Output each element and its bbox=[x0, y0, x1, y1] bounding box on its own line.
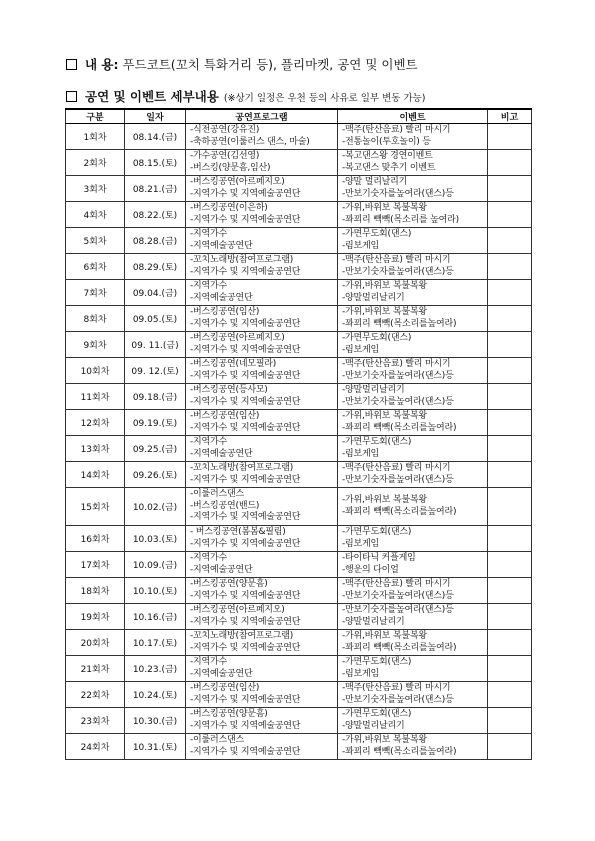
program-item: -버스킹공연(네모필라) bbox=[190, 359, 277, 369]
event-cell bbox=[338, 176, 488, 202]
program-item: -꼬치노래방(참여프로그램) bbox=[190, 463, 294, 473]
event-item: -꽈꾀리 빽빽(목소리를높여라) bbox=[342, 318, 457, 329]
content-text: 푸드코트(꼬치 특화거리 등), 플리마켓, 공연 및 이벤트 bbox=[122, 57, 418, 72]
program-item: -지역가수 및 지역예술공연단 bbox=[190, 370, 301, 381]
program-cell bbox=[186, 656, 338, 682]
round-cell: 1회차 bbox=[66, 124, 125, 150]
remarks-cell bbox=[488, 176, 532, 202]
program-cell bbox=[186, 734, 338, 760]
event-item: -림보게임 bbox=[342, 448, 380, 459]
date-cell: 08.22.(토) bbox=[125, 202, 186, 228]
program-cell bbox=[186, 604, 338, 630]
header-program: 공연프로그램 bbox=[186, 109, 338, 124]
event-item: -복고댄스왕 경연이벤트 bbox=[342, 151, 433, 161]
program-item: -지역가수 및 지역예술공연단 bbox=[190, 694, 301, 705]
event-item: -양말멀리날리기 bbox=[342, 616, 405, 627]
remarks-cell bbox=[488, 150, 532, 176]
program-item: -지역가수 및 지역예술공연단 bbox=[190, 590, 301, 601]
program-item: -지역가수 bbox=[190, 437, 228, 447]
section-title: 공연 및 이벤트 세부내용 bbox=[85, 89, 219, 104]
round-cell: 10회차 bbox=[66, 358, 125, 384]
table-row bbox=[66, 384, 532, 410]
table-header-row bbox=[66, 109, 532, 124]
program-item: -버스킹공연(양문흠) bbox=[190, 709, 268, 719]
date-cell: 10.30.(금) bbox=[125, 708, 186, 734]
table-row bbox=[66, 228, 532, 254]
section-heading bbox=[66, 87, 426, 105]
round-cell: 6회차 bbox=[66, 254, 125, 280]
table-row bbox=[66, 410, 532, 436]
header-date: 일자 bbox=[125, 109, 186, 124]
round-cell: 9회차 bbox=[66, 332, 125, 358]
event-item: -만보기숫자를높여라(댄스)등 bbox=[342, 694, 454, 705]
event-item: -꽈꾀리 빽빽(목소리를높여라) bbox=[342, 506, 457, 517]
event-item: -맥주(탄산음료) 빨리 마시기 bbox=[342, 255, 451, 265]
event-item: -림보게임 bbox=[342, 240, 380, 251]
remarks-cell bbox=[488, 604, 532, 630]
program-item: -지역가수 및 지역예술공연단 bbox=[190, 318, 301, 329]
event-item: -만보기숫자를높여라(댄스)등 bbox=[342, 266, 454, 277]
date-cell: 10.03.(토) bbox=[125, 526, 186, 552]
program-cell bbox=[186, 358, 338, 384]
program-cell bbox=[186, 384, 338, 410]
event-cell bbox=[338, 682, 488, 708]
event-item: -가면무도회(댄스) bbox=[342, 527, 412, 537]
event-cell bbox=[338, 656, 488, 682]
round-cell: 20회차 bbox=[66, 630, 125, 656]
event-item: -가면무도회(댄스) bbox=[342, 437, 412, 447]
table-row bbox=[66, 656, 532, 682]
round-cell: 5회차 bbox=[66, 228, 125, 254]
event-item: -복고댄스 맞추기 이벤트 bbox=[342, 162, 436, 173]
program-item: -지역예술공연단 bbox=[190, 668, 253, 679]
event-item: -맥주(탄산음료) 빨리 마시기 bbox=[342, 579, 451, 589]
program-item: -버스킹공연(아르페지오) bbox=[190, 177, 285, 187]
event-cell bbox=[338, 384, 488, 410]
event-item: -가위,바위보 복불복왕 bbox=[342, 495, 427, 505]
event-item: -가위,바위보 복불복왕 bbox=[342, 281, 427, 291]
date-cell: 10.02.(금) bbox=[125, 488, 186, 526]
remarks-cell bbox=[488, 384, 532, 410]
date-cell: 10.31.(토) bbox=[125, 734, 186, 760]
program-item: -식전공연(강유진) bbox=[190, 125, 260, 135]
table-row bbox=[66, 488, 532, 526]
table-row bbox=[66, 124, 532, 150]
program-cell bbox=[186, 332, 338, 358]
date-cell: 09.25.(금) bbox=[125, 436, 186, 462]
event-item: -맥주(탄산음료) 빨리 마시기 bbox=[342, 683, 451, 693]
event-item: -양말멀리날리기 bbox=[342, 385, 405, 395]
event-cell bbox=[338, 630, 488, 656]
event-item: -가위,바위보 복불복왕 bbox=[342, 631, 427, 641]
date-cell: 10.17.(토) bbox=[125, 630, 186, 656]
event-cell bbox=[338, 462, 488, 488]
date-cell: 08.21.(금) bbox=[125, 176, 186, 202]
remarks-cell bbox=[488, 410, 532, 436]
event-cell bbox=[338, 202, 488, 228]
table-row bbox=[66, 436, 532, 462]
program-item: -지역가수 및 지역예술공연단 bbox=[190, 188, 301, 199]
round-cell: 18회차 bbox=[66, 578, 125, 604]
table-row bbox=[66, 202, 532, 228]
event-cell bbox=[338, 604, 488, 630]
event-item: -맥주(탄산음료) 빨리 마시기 bbox=[342, 463, 451, 473]
program-item: -지역예술공연단 bbox=[190, 448, 253, 459]
date-cell: 10.24.(토) bbox=[125, 682, 186, 708]
program-item: -이룰러스댄스 bbox=[190, 489, 245, 500]
event-cell bbox=[338, 436, 488, 462]
date-cell: 09.18.(금) bbox=[125, 384, 186, 410]
event-item: -가위,바위보 복불복왕 bbox=[342, 307, 427, 317]
program-cell bbox=[186, 708, 338, 734]
event-item: -가면무도회(댄스) bbox=[342, 333, 412, 343]
event-item: -꽈꾀리 빽빽(목소리를높여라) bbox=[342, 642, 457, 653]
program-item: -지역가수 및 지역예술공연단 bbox=[190, 746, 301, 757]
event-item: -가위,바위보 복불복왕 bbox=[342, 735, 427, 745]
program-cell bbox=[186, 488, 338, 526]
round-cell: 15회차 bbox=[66, 488, 125, 526]
program-cell bbox=[186, 630, 338, 656]
event-item: -만보기숫자를높여라(댄스)등 bbox=[342, 590, 454, 601]
date-cell: 08.15.(토) bbox=[125, 150, 186, 176]
program-item: -지역가수 및 지역예술공연단 bbox=[190, 474, 301, 485]
event-item: -행운의 다이얼 bbox=[342, 564, 399, 575]
event-item: -꽈꾀리 빽빽(목소리를높여라) bbox=[342, 746, 457, 757]
table-row bbox=[66, 734, 532, 760]
event-item: -맥주(탄산음료) 빨리 마시기 bbox=[342, 359, 451, 369]
event-item: -만보기숫자를높여라(댄스)등 bbox=[342, 474, 454, 485]
event-item: -꽈꾀리 빽빽(목소리를높여라) bbox=[342, 422, 457, 433]
remarks-cell bbox=[488, 552, 532, 578]
event-cell bbox=[338, 578, 488, 604]
event-item: -림보게임 bbox=[342, 538, 380, 549]
schedule-table bbox=[65, 108, 532, 760]
program-item: -지역가수 및 지역예술공연단 bbox=[190, 512, 301, 523]
date-cell: 10.09.(금) bbox=[125, 552, 186, 578]
program-item: -버스킹공연(이은하) bbox=[190, 203, 268, 213]
program-item: -이룰러스댄스 bbox=[190, 735, 245, 745]
round-cell: 7회차 bbox=[66, 280, 125, 306]
round-cell: 17회차 bbox=[66, 552, 125, 578]
event-item: -림보게임 bbox=[342, 668, 380, 679]
round-cell: 4회차 bbox=[66, 202, 125, 228]
program-cell bbox=[186, 280, 338, 306]
program-item: -지역가수 및 지역예술공연단 bbox=[190, 266, 301, 277]
table-row bbox=[66, 306, 532, 332]
program-item: -지역가수 bbox=[190, 657, 228, 667]
event-item: -만보기숫자를높여라(댄스)등 bbox=[342, 370, 454, 381]
program-item: -버스킹공연(밴드) bbox=[190, 500, 260, 511]
date-cell: 09.04.(금) bbox=[125, 280, 186, 306]
event-item: -양말멀리날리기 bbox=[342, 292, 405, 303]
program-item: -지역가수 bbox=[190, 553, 228, 563]
event-item: -가위,바위보 복불복왕 bbox=[342, 411, 427, 421]
event-item: -가위,바위보 복불복왕 bbox=[342, 203, 427, 213]
table-row bbox=[66, 280, 532, 306]
program-item: -버스킹공연(임산) bbox=[190, 307, 260, 317]
header-event: 이벤트 bbox=[338, 109, 488, 124]
event-cell bbox=[338, 306, 488, 332]
event-item: -만보기숫자를높여라(댄스)등 bbox=[342, 188, 454, 199]
program-cell bbox=[186, 202, 338, 228]
program-item: -꼬치노래방(참여프로그램) bbox=[190, 255, 294, 265]
remarks-cell bbox=[488, 708, 532, 734]
program-item: -지역예술공연단 bbox=[190, 240, 253, 251]
table-row bbox=[66, 526, 532, 552]
date-cell: 09.26.(토) bbox=[125, 462, 186, 488]
event-cell bbox=[338, 734, 488, 760]
program-item: -지역가수 및 지역예술공연단 bbox=[190, 422, 301, 433]
remarks-cell bbox=[488, 124, 532, 150]
section-note: (※상기 일정은 우천 등의 사유로 일부 변동 가능) bbox=[223, 93, 426, 104]
content-line bbox=[66, 55, 418, 73]
table-row bbox=[66, 604, 532, 630]
round-cell: 23회차 bbox=[66, 708, 125, 734]
date-cell: 09.05.(토) bbox=[125, 306, 186, 332]
program-cell bbox=[186, 526, 338, 552]
remarks-cell bbox=[488, 332, 532, 358]
table-row bbox=[66, 254, 532, 280]
event-item: -만보기숫자를높여라(댄스)등 bbox=[342, 605, 454, 615]
program-item: -지역가수 bbox=[190, 281, 228, 291]
remarks-cell bbox=[488, 202, 532, 228]
table-row bbox=[66, 358, 532, 384]
program-cell bbox=[186, 436, 338, 462]
date-cell: 09.19.(토) bbox=[125, 410, 186, 436]
event-item: -가면무도회(댄스) bbox=[342, 657, 412, 667]
program-cell bbox=[186, 552, 338, 578]
program-item: -지역가수 및 지역예술공연단 bbox=[190, 720, 301, 731]
square-bullet-icon bbox=[66, 59, 77, 70]
table-row bbox=[66, 332, 532, 358]
event-cell bbox=[338, 254, 488, 280]
program-cell bbox=[186, 124, 338, 150]
event-item: -꽈꾀리 빽빽(목소리를 높여라) bbox=[342, 214, 459, 225]
program-cell bbox=[186, 150, 338, 176]
remarks-cell bbox=[488, 462, 532, 488]
event-cell bbox=[338, 526, 488, 552]
remarks-cell bbox=[488, 526, 532, 552]
date-cell: 10.10.(토) bbox=[125, 578, 186, 604]
round-cell: 12회차 bbox=[66, 410, 125, 436]
remarks-cell bbox=[488, 436, 532, 462]
table-row bbox=[66, 578, 532, 604]
table-row bbox=[66, 462, 532, 488]
date-cell: 08.28.(금) bbox=[125, 228, 186, 254]
program-item: -버스킹공연(양문흠) bbox=[190, 579, 268, 589]
round-cell: 22회차 bbox=[66, 682, 125, 708]
program-item: -지역가수 및 지역예술공연단 bbox=[190, 616, 301, 627]
round-cell: 14회차 bbox=[66, 462, 125, 488]
program-item: -버스킹공연(임산) bbox=[190, 411, 260, 421]
remarks-cell bbox=[488, 280, 532, 306]
program-item: -지역가수 및 지역예술공연단 bbox=[190, 396, 301, 407]
event-cell bbox=[338, 410, 488, 436]
table-row bbox=[66, 630, 532, 656]
header-remarks: 비고 bbox=[488, 109, 532, 124]
date-cell: 08.14.(금) bbox=[125, 124, 186, 150]
event-cell bbox=[338, 488, 488, 526]
event-cell bbox=[338, 358, 488, 384]
event-item: -맥주(탄산음료) 빨리 마시기 bbox=[342, 125, 451, 135]
header-round: 구분 bbox=[66, 109, 125, 124]
remarks-cell bbox=[488, 306, 532, 332]
event-cell bbox=[338, 552, 488, 578]
program-cell bbox=[186, 228, 338, 254]
program-item: -지역가수 및 지역예술공연단 bbox=[190, 214, 301, 225]
program-item: -버스킹(양문흠,임산) bbox=[190, 162, 271, 173]
round-cell: 21회차 bbox=[66, 656, 125, 682]
program-item: -지역가수 및 지역예술공연단 bbox=[190, 344, 301, 355]
program-cell bbox=[186, 410, 338, 436]
program-item: -지역가수 bbox=[190, 229, 228, 239]
square-bullet-icon bbox=[66, 91, 77, 102]
program-item: -지역예술공연단 bbox=[190, 564, 253, 575]
event-item: -가면무도회(댄스) bbox=[342, 229, 412, 239]
remarks-cell bbox=[488, 228, 532, 254]
round-cell: 2회차 bbox=[66, 150, 125, 176]
program-item: -지역예술공연단 bbox=[190, 292, 253, 303]
event-item: -가면무도회(댄스) bbox=[342, 709, 412, 719]
program-item: -버스킹공연(등사모) bbox=[190, 385, 268, 395]
event-cell bbox=[338, 124, 488, 150]
event-cell bbox=[338, 150, 488, 176]
event-item: -타이타닉 커플게임 bbox=[342, 553, 416, 563]
remarks-cell bbox=[488, 656, 532, 682]
round-cell: 13회차 bbox=[66, 436, 125, 462]
round-cell: 24회차 bbox=[66, 734, 125, 760]
program-item: -꼬치노래방(참여프로그램) bbox=[190, 631, 294, 641]
event-cell bbox=[338, 280, 488, 306]
round-cell: 11회차 bbox=[66, 384, 125, 410]
event-item: -림보게임 bbox=[342, 344, 380, 355]
remarks-cell bbox=[488, 734, 532, 760]
round-cell: 16회차 bbox=[66, 526, 125, 552]
remarks-cell bbox=[488, 578, 532, 604]
date-cell: 09. 11.(금) bbox=[125, 332, 186, 358]
table-row bbox=[66, 708, 532, 734]
program-cell bbox=[186, 176, 338, 202]
program-cell bbox=[186, 462, 338, 488]
program-item: -축하공연(이룰러스 댄스, 마술) bbox=[190, 136, 310, 147]
round-cell: 3회차 bbox=[66, 176, 125, 202]
remarks-cell bbox=[488, 682, 532, 708]
event-cell bbox=[338, 708, 488, 734]
event-item: -전통놀이(투호놀이) 등 bbox=[342, 136, 431, 147]
remarks-cell bbox=[488, 630, 532, 656]
table-row bbox=[66, 552, 532, 578]
table-row bbox=[66, 150, 532, 176]
table-row bbox=[66, 682, 532, 708]
date-cell: 10.16.(금) bbox=[125, 604, 186, 630]
remarks-cell bbox=[488, 254, 532, 280]
program-item: -가수공연(김선영) bbox=[190, 151, 260, 161]
event-cell bbox=[338, 228, 488, 254]
date-cell: 10.23.(금) bbox=[125, 656, 186, 682]
program-item: -버스킹공연(아르페지오) bbox=[190, 605, 285, 615]
program-item: -지역가수 및 지역예술공연단 bbox=[190, 538, 301, 549]
event-item: -양말 멀리날리기 bbox=[342, 177, 408, 187]
program-cell bbox=[186, 578, 338, 604]
program-item: - 버스킹공연(봄봄&필림) bbox=[190, 527, 286, 537]
remarks-cell bbox=[488, 358, 532, 384]
date-cell: 09. 12.(토) bbox=[125, 358, 186, 384]
event-item: -만보기숫자를높여라(댄스)등 bbox=[342, 396, 454, 407]
event-item: -양말멀리날리기 bbox=[342, 720, 405, 731]
program-item: -버스킹공연(아르페지오) bbox=[190, 333, 285, 343]
round-cell: 19회차 bbox=[66, 604, 125, 630]
date-cell: 08.29.(토) bbox=[125, 254, 186, 280]
program-item: -지역가수 및 지역예술공연단 bbox=[190, 642, 301, 653]
remarks-cell bbox=[488, 488, 532, 526]
table-row bbox=[66, 176, 532, 202]
event-cell bbox=[338, 332, 488, 358]
program-cell bbox=[186, 254, 338, 280]
round-cell: 8회차 bbox=[66, 306, 125, 332]
content-label: 내 용: bbox=[85, 57, 119, 72]
program-cell bbox=[186, 306, 338, 332]
program-item: -버스킹공연(임산) bbox=[190, 683, 260, 693]
program-cell bbox=[186, 682, 338, 708]
